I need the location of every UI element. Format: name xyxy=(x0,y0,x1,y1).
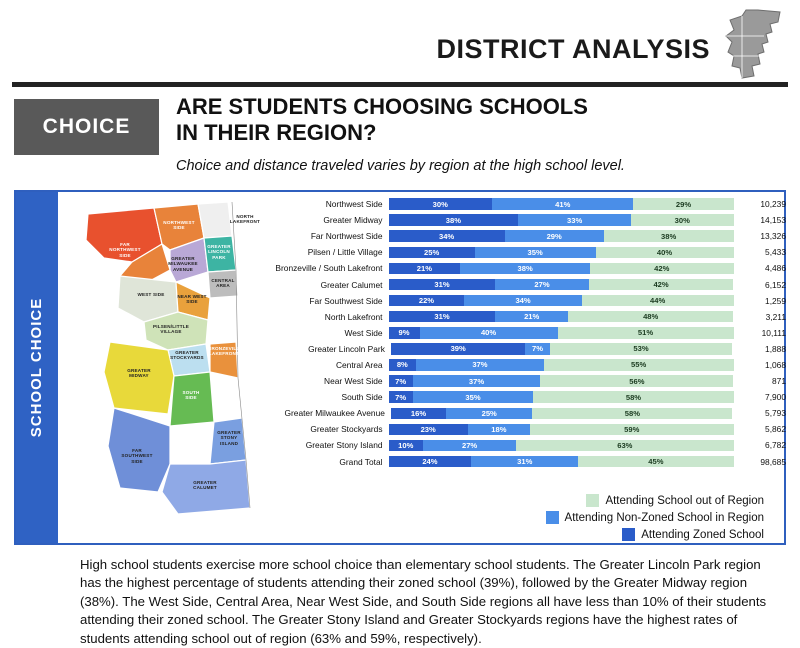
chart-row-total: 10,111 xyxy=(761,327,786,338)
chart-segment-value: 63% xyxy=(617,440,633,450)
chart-segment xyxy=(423,440,516,452)
chart-segment-value: 31% xyxy=(517,457,533,467)
map-label-greater-calumet: GREATER CALUMET xyxy=(193,480,217,491)
chart-row-label: Central Area xyxy=(335,359,383,370)
chart-segment-value: 7% xyxy=(532,344,543,354)
chart-row xyxy=(274,373,786,389)
section-headline xyxy=(176,94,786,146)
chart-row-total: 6,782 xyxy=(765,440,786,451)
chart-segment-value: 40% xyxy=(480,328,497,338)
chart-segment xyxy=(558,327,734,339)
chart-segment xyxy=(389,230,505,242)
chart-segment xyxy=(530,424,734,436)
chart-segment-value: 55% xyxy=(631,360,647,370)
map-label-near-west-side: NEAR WEST SIDE xyxy=(177,294,207,305)
chart-row-label: Far Southwest Side xyxy=(309,295,383,306)
chart-segment xyxy=(389,391,413,403)
chart-segment-value: 37% xyxy=(468,376,485,386)
chart-row-total: 5,433 xyxy=(765,247,786,258)
chart-segment xyxy=(464,295,581,307)
chart-segment xyxy=(589,279,734,291)
chart-segment-value: 34% xyxy=(438,231,455,241)
chart-row-bar xyxy=(389,263,734,275)
legend-label: Attending Zoned School xyxy=(641,528,764,541)
chart-row-total: 14,153 xyxy=(760,215,786,226)
chart-segment-value: 31% xyxy=(434,312,450,322)
chart-row-bar xyxy=(389,311,734,323)
chart-segment xyxy=(492,198,633,210)
chart-row xyxy=(274,276,786,292)
chart-row-bar xyxy=(389,391,734,403)
map-label-west-side: WEST SIDE xyxy=(137,292,165,297)
chart-row-total: 6,152 xyxy=(765,279,786,290)
chart-segment xyxy=(532,408,732,420)
chart-segment-value: 35% xyxy=(527,247,543,257)
chart-segment xyxy=(582,295,734,307)
chart-segment-value: 38% xyxy=(661,231,677,241)
chart-segment xyxy=(533,391,733,403)
chart-segment-value: 56% xyxy=(629,376,645,386)
chart-segment-value: 41% xyxy=(555,199,571,209)
map-label-far-southwest-side: FAR SOUTHWEST SIDE xyxy=(121,448,153,464)
chart-segment xyxy=(578,456,733,468)
chart-segment xyxy=(446,408,532,420)
chart-row-total: 1,068 xyxy=(765,359,786,370)
chart-row-bar xyxy=(389,456,734,468)
map-label-greater-stony-island: GREATER STONY ISLAND xyxy=(217,430,241,446)
panel-side-label xyxy=(16,192,58,543)
chart-row-bar xyxy=(389,424,734,436)
chart-segment-value: 40% xyxy=(656,247,673,257)
analysis-footnote: High school students exercise more school choice than elementary school students. The Greater Lincoln Park region has the highest percentage of students attending their zoned school (39%), followed by the Greater Midway region (38%). The West Side, Central Area, Near West Side, and South Side regions all have less than 10% of their students attending their zoned school. The Greater Stony Island and Greater Stockyards regions have the highest rates of students attending school out of region (63% and 59%, respectively). xyxy=(80,557,767,646)
header-divider xyxy=(12,82,788,87)
chart-row-bar xyxy=(391,408,733,420)
chart-row-total: 5,793 xyxy=(765,408,786,419)
chart-row-label: Greater Midway xyxy=(323,215,383,226)
chart-row-label: Greater Stony Island xyxy=(305,440,383,451)
headline-line-2: IN THEIR REGION? xyxy=(176,120,377,145)
chart-segment-value: 59% xyxy=(624,424,640,434)
chart-segment-value: 33% xyxy=(567,215,583,225)
chart-row-bar xyxy=(389,295,734,307)
chart-segment xyxy=(389,359,417,371)
chart-segment-value: 25% xyxy=(481,408,497,418)
chart-segment xyxy=(471,456,578,468)
chart-segment xyxy=(631,214,733,226)
chart-segment-value: 58% xyxy=(625,392,642,402)
chart-segment-value: 38% xyxy=(517,263,533,273)
chart-segment-value: 7% xyxy=(395,392,407,402)
chart-row xyxy=(274,196,786,212)
section-tag-label: CHOICE xyxy=(42,115,131,138)
chart-row xyxy=(274,405,786,421)
chart-segment-value: 48% xyxy=(643,312,659,322)
chart-row-bar xyxy=(389,359,734,371)
chart-segment-value: 27% xyxy=(461,440,478,450)
legend-swatch-icon xyxy=(546,511,559,524)
chart-segment-value: 45% xyxy=(648,457,664,467)
legend-item xyxy=(274,526,764,543)
chart-row-label: Pilsen / Little Village xyxy=(307,247,383,258)
chart-segment xyxy=(389,440,424,452)
chart-segment-value: 30% xyxy=(432,199,448,209)
chart-segment xyxy=(505,230,604,242)
legend-swatch-icon xyxy=(622,528,635,541)
chicago-outline-icon xyxy=(718,8,788,82)
chart-row-total: 7,900 xyxy=(765,392,786,403)
chart-segment-value: 22% xyxy=(418,296,435,306)
legend-item xyxy=(274,509,764,526)
chart-segment xyxy=(389,456,472,468)
chart-row xyxy=(274,341,786,357)
chart-row-bar xyxy=(389,247,734,259)
chart-segment xyxy=(540,375,733,387)
chart-segment-value: 42% xyxy=(654,263,670,273)
chart-segment xyxy=(460,263,590,275)
chart-segment-value: 44% xyxy=(650,296,666,306)
chart-row-label: West Side xyxy=(344,327,383,338)
panel-side-label-text: SCHOOL CHOICE xyxy=(28,297,46,438)
chart-segment xyxy=(495,311,567,323)
chart-segment xyxy=(544,359,734,371)
chart-segment xyxy=(518,214,631,226)
chart-row-bar xyxy=(389,327,734,339)
chart-segment-value: 29% xyxy=(675,199,692,209)
chart-row xyxy=(274,309,786,325)
chart-row xyxy=(274,389,786,405)
map-label-pilsen-little-village: PILSEN/LITTLE VILLAGE xyxy=(152,324,190,335)
headline-line-1: ARE STUDENTS CHOOSING SCHOOLS xyxy=(176,94,588,119)
chart-segment xyxy=(391,343,526,355)
chart-segment-value: 51% xyxy=(637,328,654,338)
chart-row-total: 10,239 xyxy=(760,199,786,210)
map-label-bronzeville-south-lakefront: BRONZEVILLE/SOUTH LAKEFRONT xyxy=(208,346,262,357)
chart-row-total: 3,211 xyxy=(765,311,786,322)
legend-label: Attending Non-Zoned School in Region xyxy=(564,511,764,524)
chart-row-bar xyxy=(389,375,734,387)
chart-segment xyxy=(475,247,596,259)
chart-panel xyxy=(14,190,786,545)
chart-row-label: Far Northwest Side xyxy=(310,231,383,242)
section-subhead: Choice and distance traveled varies by region at the high school level. xyxy=(176,158,625,174)
chart-row-label: Grand Total xyxy=(339,456,383,467)
map-label-greater-midway: GREATER MIDWAY xyxy=(127,368,151,379)
chart-segment xyxy=(516,440,733,452)
chart-segment xyxy=(604,230,734,242)
region-map-svg xyxy=(58,192,273,543)
chart-segment-value: 29% xyxy=(546,231,562,241)
map-label-greater-lincoln-park: GREATER LINCOLN PARK xyxy=(207,244,231,260)
chart-segment-value: 34% xyxy=(515,296,531,306)
chart-row-label: Northwest Side xyxy=(325,199,383,210)
section-tag-choice xyxy=(14,99,159,155)
chart-segment xyxy=(420,327,558,339)
map-label-northwest-side: NORTHWEST SIDE xyxy=(163,220,195,231)
map-label-south-side: SOUTH SIDE xyxy=(182,390,200,401)
chart-segment-value: 37% xyxy=(472,360,488,370)
legend-item xyxy=(274,492,764,509)
chart-segment xyxy=(525,343,549,355)
chart-row-total: 4,486 xyxy=(765,263,786,274)
chart-row-bar xyxy=(389,279,734,291)
map-label-central-area: CENTRAL AREA xyxy=(211,278,235,289)
chart-segment xyxy=(389,424,468,436)
chart-row-bar xyxy=(391,343,733,355)
chart-row-label: South Side xyxy=(341,392,383,403)
chart-row xyxy=(274,325,786,341)
chart-row xyxy=(274,454,786,470)
chart-segment-value: 21% xyxy=(416,263,432,273)
map-label-greater-stockyards: GREATER STOCKYARDS xyxy=(170,350,204,361)
chart-segment xyxy=(413,391,534,403)
chart-row xyxy=(274,421,786,437)
stacked-bar-chart xyxy=(274,196,786,543)
map-label-north-lakefront: NORTH LAKEFRONT xyxy=(229,214,261,225)
page-title: DISTRICT ANALYSIS xyxy=(436,34,710,64)
chart-segment-value: 31% xyxy=(434,280,450,290)
chart-segment xyxy=(568,311,734,323)
chart-segment xyxy=(633,198,733,210)
chart-row-label: Near West Side xyxy=(324,376,383,387)
chart-segment-value: 8% xyxy=(396,360,408,370)
chart-segment-value: 38% xyxy=(445,215,461,225)
chart-segment-value: 24% xyxy=(422,457,438,467)
chart-row xyxy=(274,212,786,228)
chart-segment xyxy=(389,263,461,275)
chart-row xyxy=(274,228,786,244)
chart-segment-value: 16% xyxy=(410,408,427,418)
chart-row xyxy=(274,260,786,276)
chart-segment-value: 23% xyxy=(420,424,436,434)
chart-segment xyxy=(389,247,475,259)
chart-row-total: 1,259 xyxy=(765,295,786,306)
chart-row-total: 13,326 xyxy=(760,231,786,242)
chart-legend xyxy=(274,492,764,543)
chart-segment-value: 53% xyxy=(633,344,649,354)
chart-segment xyxy=(389,198,493,210)
chart-segment-value: 7% xyxy=(395,376,407,386)
chart-row-bar xyxy=(389,214,734,226)
chart-row-total: 5,862 xyxy=(765,424,786,435)
chart-segment xyxy=(389,279,496,291)
chart-row-bar xyxy=(389,440,734,452)
chart-row-total: 98,685 xyxy=(760,456,786,467)
chart-row xyxy=(274,293,786,309)
chart-row-label: Greater Lincoln Park xyxy=(308,343,385,354)
chart-segment xyxy=(495,279,588,291)
chart-row-label: North Lakefront xyxy=(324,311,383,322)
page-header xyxy=(0,0,800,88)
chart-row-total: 1,888 xyxy=(765,343,786,354)
chart-row-bar xyxy=(389,230,734,242)
chart-segment xyxy=(389,214,519,226)
map-label-far-northwest-side: FAR NORTHWEST SIDE xyxy=(109,242,141,258)
chart-segment xyxy=(590,263,733,275)
chart-segment-value: 30% xyxy=(674,215,690,225)
chart-segment xyxy=(550,343,733,355)
chart-segment-value: 35% xyxy=(465,392,481,402)
chart-segment xyxy=(389,311,496,323)
chart-segment-value: 10% xyxy=(398,440,414,450)
chart-segment-value: 21% xyxy=(524,312,540,322)
chicago-region-map xyxy=(58,192,273,543)
chart-segment xyxy=(596,247,734,259)
chart-segment-value: 25% xyxy=(424,247,440,257)
chart-segment xyxy=(389,375,413,387)
chart-segment xyxy=(413,375,541,387)
chart-segment xyxy=(391,408,446,420)
chart-row-label: Greater Calumet xyxy=(320,279,383,290)
chart-segment-value: 42% xyxy=(653,280,669,290)
chart-row xyxy=(274,357,786,373)
chart-segment-value: 18% xyxy=(491,424,507,434)
chart-segment-value: 27% xyxy=(534,280,550,290)
chart-segment-value: 9% xyxy=(398,328,410,338)
map-label-greater-milwaukee-avenue: GREATER MILWAUKEE AVENUE xyxy=(168,256,198,272)
chart-row-total: 871 xyxy=(772,376,786,387)
chart-row-label: Bronzeville / South Lakefront xyxy=(275,263,383,274)
chart-row-bar xyxy=(389,198,734,210)
chart-row-label: Greater Stockyards xyxy=(310,424,383,435)
chart-segment xyxy=(389,295,465,307)
chart-row xyxy=(274,437,786,453)
legend-swatch-icon xyxy=(586,494,599,507)
chart-segment xyxy=(389,327,420,339)
chart-segment xyxy=(416,359,544,371)
chart-segment-value: 58% xyxy=(624,408,640,418)
chart-row-label: Greater Milwaukee Avenue xyxy=(284,408,385,419)
chart-segment-value: 39% xyxy=(450,344,466,354)
legend-label: Attending School out of Region xyxy=(605,494,764,507)
chart-row xyxy=(274,244,786,260)
chart-segment xyxy=(468,424,530,436)
